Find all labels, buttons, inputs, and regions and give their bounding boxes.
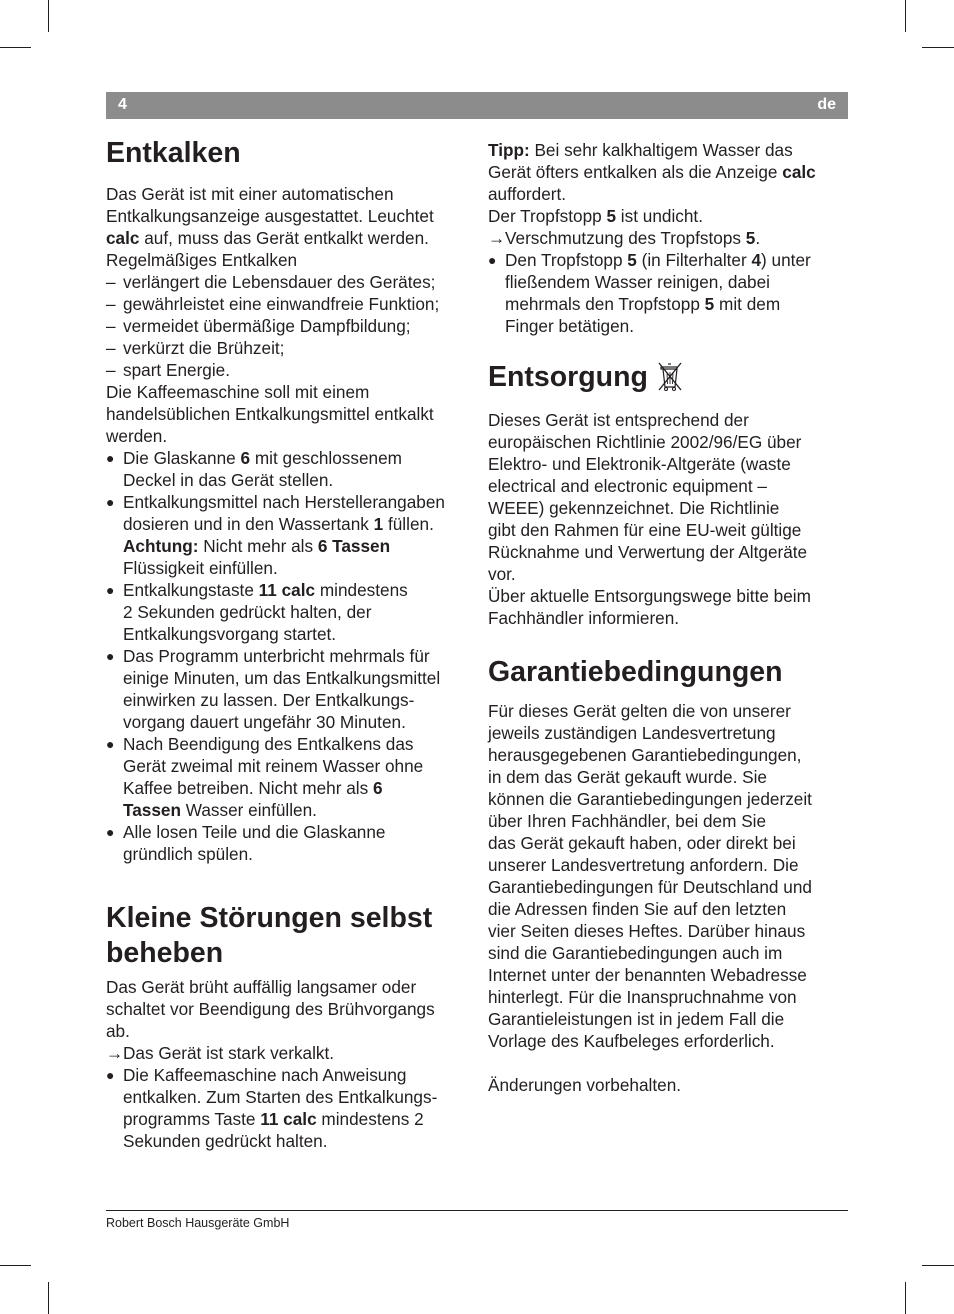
text: Entkalkungsvorgang startet. [123, 624, 337, 644]
text: Den Tropfstopp [505, 250, 628, 270]
text: mehrmals den Tropfstopp [505, 294, 705, 314]
text: 2 Sekunden gedrückt halten, der [123, 602, 372, 622]
list-item: ● Alle losen Teile und die Glaskanne gründlich spülen. [106, 821, 468, 865]
list-item: ● Nach Beendigung des Entkalkens das Gerät zweimal mit reinem Wasser ohne Kaffee betreiben. Nicht mehr als 6 Tassen Wasser einfüllen. [106, 733, 468, 821]
text: Wasser einfüllen. [180, 800, 317, 820]
list-item: – gewährleistet eine einwandfreie Funktion; [106, 294, 440, 314]
paragraph: Regelmäßiges Entkalken [106, 250, 298, 270]
text: einwirken zu lassen. Der Entkalkungs- [123, 690, 415, 710]
text: . [755, 228, 761, 248]
part-number: 4 [751, 250, 762, 270]
part-number: 5 [704, 294, 715, 314]
list-item: – verlängert die Lebensdauer des Gerätes; [106, 272, 436, 292]
text: auf, muss das Gerät entkalkt werden. [139, 228, 429, 248]
paragraph: schaltet vor Beendigung des Brühvorgangs [106, 999, 435, 1019]
text: fließendem Wasser reinigen, dabei [505, 272, 770, 292]
crop-mark [922, 47, 954, 48]
crossed-out-bin-icon [656, 360, 684, 401]
text: Alle losen Teile und die Glaskanne [123, 822, 386, 842]
text: gründlich spülen. [123, 844, 253, 864]
text: ) unter [761, 250, 811, 270]
paragraph: das Gerät gekauft haben, oder direkt bei [488, 833, 796, 853]
text: Gerät öfters entkalken als die Anzeige [488, 162, 783, 182]
heading-entkalken: Entkalken [106, 137, 241, 169]
warning-label: Achtung: [123, 536, 199, 556]
arrow-icon: → [488, 228, 506, 248]
text: Bei sehr kalkhaltigem Wasser das [529, 140, 793, 160]
list-item-text: vermeidet übermäßige Dampfbildung; [123, 316, 411, 336]
cups-amount: Tassen [123, 800, 181, 820]
crop-mark [922, 1265, 954, 1266]
text: ist undicht. [616, 206, 703, 226]
text: Nach Beendigung des Entkalkens das [123, 734, 414, 754]
text: programms Taste [123, 1109, 261, 1129]
paragraph: Die Kaffeemaschine soll mit einem [106, 382, 370, 402]
heading-entsorgung [488, 360, 850, 401]
left-column [106, 136, 468, 1152]
text: Flüssigkeit einfüllen. [123, 558, 278, 578]
list-item: ● Entkalkungstaste 11 calc mindestens 2 Sekunden gedrückt halten, der Entkalkungsvorgang startet. [106, 579, 468, 645]
cause-line [106, 1042, 468, 1064]
language-code: de [817, 96, 836, 113]
paragraph: Über aktuelle Entsorgungswege bitte beim [488, 586, 811, 606]
heading-line: Kleine Störungen selbst [106, 902, 433, 934]
paragraph: herausgegebenen Garantiebedingungen, [488, 745, 802, 765]
list-item-text: verlängert die Lebensdauer des Gerätes; [123, 272, 436, 292]
text: Nicht mehr als [198, 536, 318, 556]
crop-mark [48, 0, 49, 32]
text: mindestens [315, 580, 408, 600]
paragraph: vor. [488, 564, 516, 584]
heading-stoerungen [106, 901, 468, 971]
paragraph: handelsüblichen Entkalkungsmittel entkalkt [106, 404, 434, 424]
button-reference: 11 calc [260, 1109, 317, 1129]
text: Sekunden gedrückt halten. [123, 1131, 328, 1151]
text: Die Kaffeemaschine nach Anweisung [123, 1065, 407, 1085]
paragraph: WEEE) gekennzeichnet. Die Richtlinie [488, 498, 780, 518]
text: Das Gerät ist stark verkalkt. [123, 1043, 335, 1063]
cups-amount: 6 Tassen [317, 536, 391, 556]
paragraph: Für dieses Gerät gelten die von unserer [488, 701, 791, 721]
paragraph: hinterlegt. Für die Inanspruchnahme von [488, 987, 797, 1007]
closing-note: Änderungen vorbehalten. [488, 1075, 682, 1095]
text: (in Filterhalter [636, 250, 752, 270]
part-number: 6 [240, 448, 251, 468]
cups-amount: 6 [373, 778, 383, 798]
text: füllen. [383, 514, 434, 534]
paragraph: jeweils zuständigen Landesvertretung [488, 723, 776, 743]
paragraph: europäischen Richtlinie 2002/96/EG über [488, 432, 802, 452]
text: Der Tropfstopp [488, 206, 607, 226]
text: Deckel in das Gerät stellen. [123, 470, 334, 490]
page-number: 4 [118, 96, 127, 113]
paragraph: unserer Landesvertretung anfordern. Die [488, 855, 799, 875]
paragraph: ab. [106, 1021, 130, 1041]
paragraph [488, 205, 850, 227]
list-item: ● Das Programm unterbricht mehrmals für einige Minuten, um das Entkalkungsmittel einwirken zu lassen. Der Entkalkungs- vorgang dauert ungefähr 30 Minuten. [106, 645, 468, 733]
list-item-text: gewährleistet eine einwandfreie Funktion; [123, 294, 440, 314]
heading-line: beheben [106, 937, 224, 969]
paragraph: electrical and electronic equipment – [488, 476, 767, 496]
paragraph: Das Gerät ist mit einer automatischen [106, 184, 394, 204]
text: Entkalkungstaste [123, 580, 259, 600]
text: mindestens 2 [316, 1109, 424, 1129]
paragraph: sind die Garantiebedingungen auch im [488, 943, 783, 963]
paragraph: gibt den Rahmen für eine EU-weit gültige [488, 520, 802, 540]
list-item: ● Den Tropfstopp 5 (in Filterhalter 4) unter fließendem Wasser reinigen, dabei mehrmals den Tropfstopp 5 mit dem Finger betätigen. [488, 249, 850, 337]
paragraph: werden. [106, 426, 168, 446]
list-item: ● Die Glaskanne 6 mit geschlossenem Deckel in das Gerät stellen. [106, 447, 468, 491]
right-column [488, 139, 850, 1096]
text: Entkalkungsmittel nach Herstellerangaben [123, 492, 445, 512]
text: Kaffee betreiben. Nicht mehr als [123, 778, 373, 798]
paragraph: Entkalkungsanzeige ausgestattet. Leuchtet [106, 206, 434, 226]
crop-mark [905, 0, 906, 32]
part-number: 5 [606, 206, 617, 226]
text: entkalken. Zum Starten des Entkalkungs- [123, 1087, 438, 1107]
list-item-text: verkürzt die Brühzeit; [123, 338, 285, 358]
text: dosieren und in den Wassertank [123, 514, 374, 534]
paragraph [488, 161, 850, 183]
list-item: – vermeidet übermäßige Dampfbildung; [106, 316, 411, 336]
paragraph: Garantiebedingungen für Deutschland und [488, 877, 812, 897]
text: Verschmutzung des Tropfstops [505, 228, 746, 248]
paragraph: Rücknahme und Verwertung der Altgeräte [488, 542, 808, 562]
paragraph [106, 227, 468, 249]
part-number: 5 [627, 250, 637, 270]
part-number: 5 [745, 228, 756, 248]
paragraph [488, 139, 850, 161]
paragraph: Vorlage des Kaufbeleges erforderlich. [488, 1031, 775, 1051]
list-item: – verkürzt die Brühzeit; [106, 338, 285, 358]
text: Das Programm unterbricht mehrmals für [123, 646, 430, 666]
text: mit geschlossenem [250, 448, 402, 468]
paragraph: vier Seiten dieses Heftes. Darüber hinaus [488, 921, 806, 941]
cause-line [488, 227, 850, 249]
list-item: ● Die Kaffeemaschine nach Anweisung entkalken. Zum Starten des Entkalkungs- programms Taste 11 calc mindestens 2 Sekunden gedrückt halten. [106, 1064, 468, 1152]
paragraph: die Adressen finden Sie auf den letzten [488, 899, 787, 919]
paragraph: Garantieleistungen ist in jedem Fall die [488, 1009, 785, 1029]
page-header-bar [106, 92, 848, 119]
heading-garantie: Garantiebedingungen [488, 656, 783, 688]
text: Die Glaskanne [123, 448, 241, 468]
paragraph: Das Gerät brüht auffällig langsamer oder [106, 977, 417, 997]
paragraph: in dem das Gerät gekauft wurde. Sie [488, 767, 767, 787]
footer-company: Robert Bosch Hausgeräte GmbH [106, 1216, 290, 1230]
crop-mark [0, 1265, 31, 1266]
list-item: ● Entkalkungsmittel nach Herstellerangaben dosieren und in den Wassertank 1 füllen. Achtung: Nicht mehr als 6 Tassen Flüssigkeit einfüllen. [106, 491, 468, 579]
tip-label: Tipp: [488, 140, 530, 160]
part-number: 1 [373, 514, 384, 534]
list-item: – spart Energie. [106, 360, 231, 380]
paragraph: können die Garantiebedingungen jederzeit [488, 789, 812, 809]
calc-keyword: calc [106, 228, 140, 248]
footer-divider [106, 1210, 848, 1211]
paragraph: Dieses Gerät ist entsprechend der [488, 410, 749, 430]
button-reference: 11 calc [258, 580, 316, 600]
paragraph: Elektro- und Elektronik-Altgeräte (waste [488, 454, 791, 474]
calc-keyword: calc [782, 162, 816, 182]
paragraph: Fachhändler informieren. [488, 608, 680, 628]
list-item-text: spart Energie. [123, 360, 231, 380]
crop-mark [905, 1282, 906, 1314]
crop-mark [48, 1282, 49, 1314]
text: einige Minuten, um das Entkalkungsmittel [123, 668, 441, 688]
arrow-icon: → [106, 1043, 124, 1063]
text: Finger betätigen. [505, 316, 634, 336]
crop-mark [0, 47, 31, 48]
paragraph: Internet unter der benannten Webadresse [488, 965, 807, 985]
paragraph: über Ihren Fachhändler, bei dem Sie [488, 811, 767, 831]
heading-text: Entsorgung [488, 361, 648, 393]
text: vorgang dauert ungefähr 30 Minuten. [123, 712, 406, 732]
paragraph: auffordert. [488, 184, 567, 204]
text: mit dem [714, 294, 781, 314]
text: Gerät zweimal mit reinem Wasser ohne [123, 756, 424, 776]
